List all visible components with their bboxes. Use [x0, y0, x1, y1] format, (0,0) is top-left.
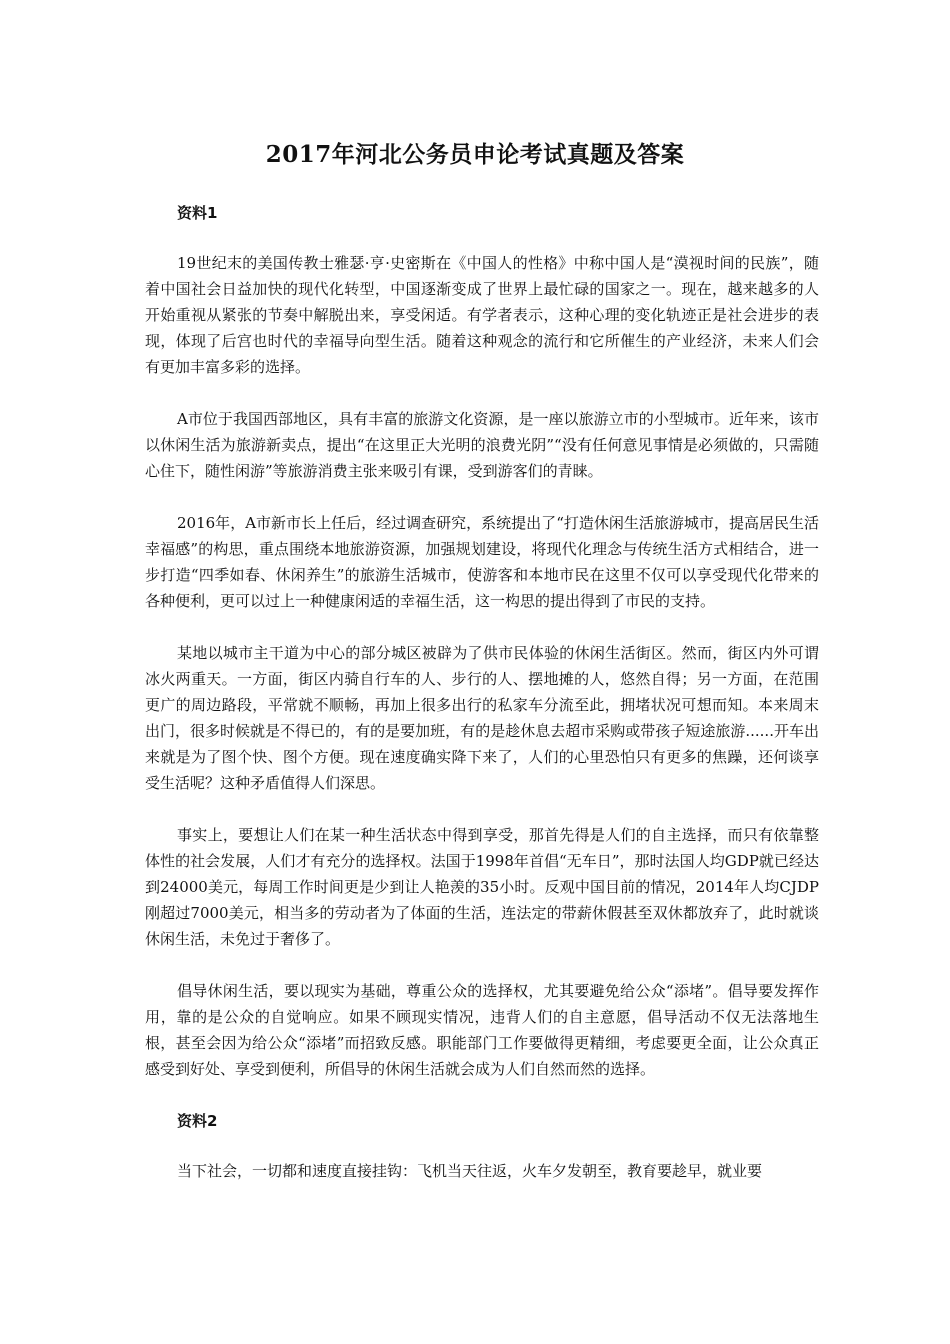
paragraph: 19世纪末的美国传教士雅瑟·亨·史密斯在《中国人的性格》中称中国人是“漠视时间的民族”，随着中国社会日益加快的现代化转型，中国逐渐变成了世界上最忙碌的国家之一。现在，越来越多的人开始重视从紧张的节奏中解脱出来，享受闲适。有学者表示，这种心理的变化轨迹正是社会进步的表现，体现了后宫也时代的幸福导向型生活。随着这种观念的流行和它所催生的产业经济，未来人们会有更加丰富多彩的选择。 [145, 254, 819, 376]
paragraph: 事实上，要想让人们在某一种生活状态中得到享受，那首先得是人们的自主选择，而只有依靠整体性的社会发展，人们才有充分的选择权。法国于1998年首倡“无车日”，那时法国人均GDP就已经达到24000美元，每周工作时间更是少到让人艳羡的35小时。反观中国目前的情况，2014年人均CJDP刚超过7000美元，相当多的劳动者为了体面的生活，连法定的带薪休假甚至双休都放弃了，此时就谈休闲生活，未免过于奢侈了。 [145, 826, 819, 948]
paragraph: 2016年，A市新市长上任后，经过调查研究，系统提出了“打造休闲生活旅游城市，提高居民生活幸福感”的构思，重点围绕本地旅游资源，加强规划建设，将现代化理念与传统生活方式相结合，进一步打造“四季如春、休闲养生”的旅游生活城市，使游客和本地市民在这里不仅可以享受现代化带来的各种便利，更可以过上一种健康闲适的幸福生活，这一构思的提出得到了市民的支持。 [145, 514, 819, 610]
document-title: 2017年河北公务员申论考试真题及答案 [265, 141, 685, 168]
document-body [145, 200, 819, 1184]
section-material-1 [145, 200, 819, 1082]
paragraph: 某地以城市主干道为中心的部分城区被辟为了供市民体验的休闲生活街区。然而，街区内外可谓冰火两重天。一方面，街区内骑自行车的人、步行的人、摆地摊的人，悠然自得；另一方面，在范围更广的周边路段，平常就不顺畅，再加上很多出行的私家车分流至此，拥堵状况可想而知。本来周末出门，很多时候就是不得已的，有的是要加班，有的是趁休息去超市采购或带孩子短途旅游......开车出来就是为了图个快、图个方便。现在速度确实降下来了，人们的心里恐怕只有更多的焦躁，还何谈享受生活呢？这种矛盾值得人们深思。 [145, 644, 819, 792]
paragraph: 当下社会，一切都和速度直接挂钩：飞机当天往返，火车夕发朝至，教育要趁早，就业要 [177, 1162, 763, 1180]
section-material-2 [145, 1108, 819, 1184]
paragraph: A市位于我国西部地区，具有丰富的旅游文化资源，是一座以旅游立市的小型城市。近年来，该市以休闲生活为旅游新卖点，提出“在这里正大光明的浪费光阴”“没有任何意见事情是必须做的，只需随心住下，随性闲游”等旅游消费主张来吸引有课，受到游客们的青睐。 [145, 410, 819, 480]
paragraph: 倡导休闲生活，要以现实为基础，尊重公众的选择权，尤其要避免给公众“添堵”。倡导要发挥作用，靠的是公众的自觉响应。如果不顾现实情况，违背人们的自主意愿，倡导活动不仅无法落地生根，甚至会因为给公众“添堵”而招致反感。职能部门工作要做得更精细，考虑要更全面，让公众真正感受到好处、享受到便利，所倡导的休闲生活就会成为人们自然而然的选择。 [145, 982, 819, 1078]
section-heading: 资料1 [177, 204, 218, 222]
section-heading: 资料2 [177, 1112, 218, 1130]
